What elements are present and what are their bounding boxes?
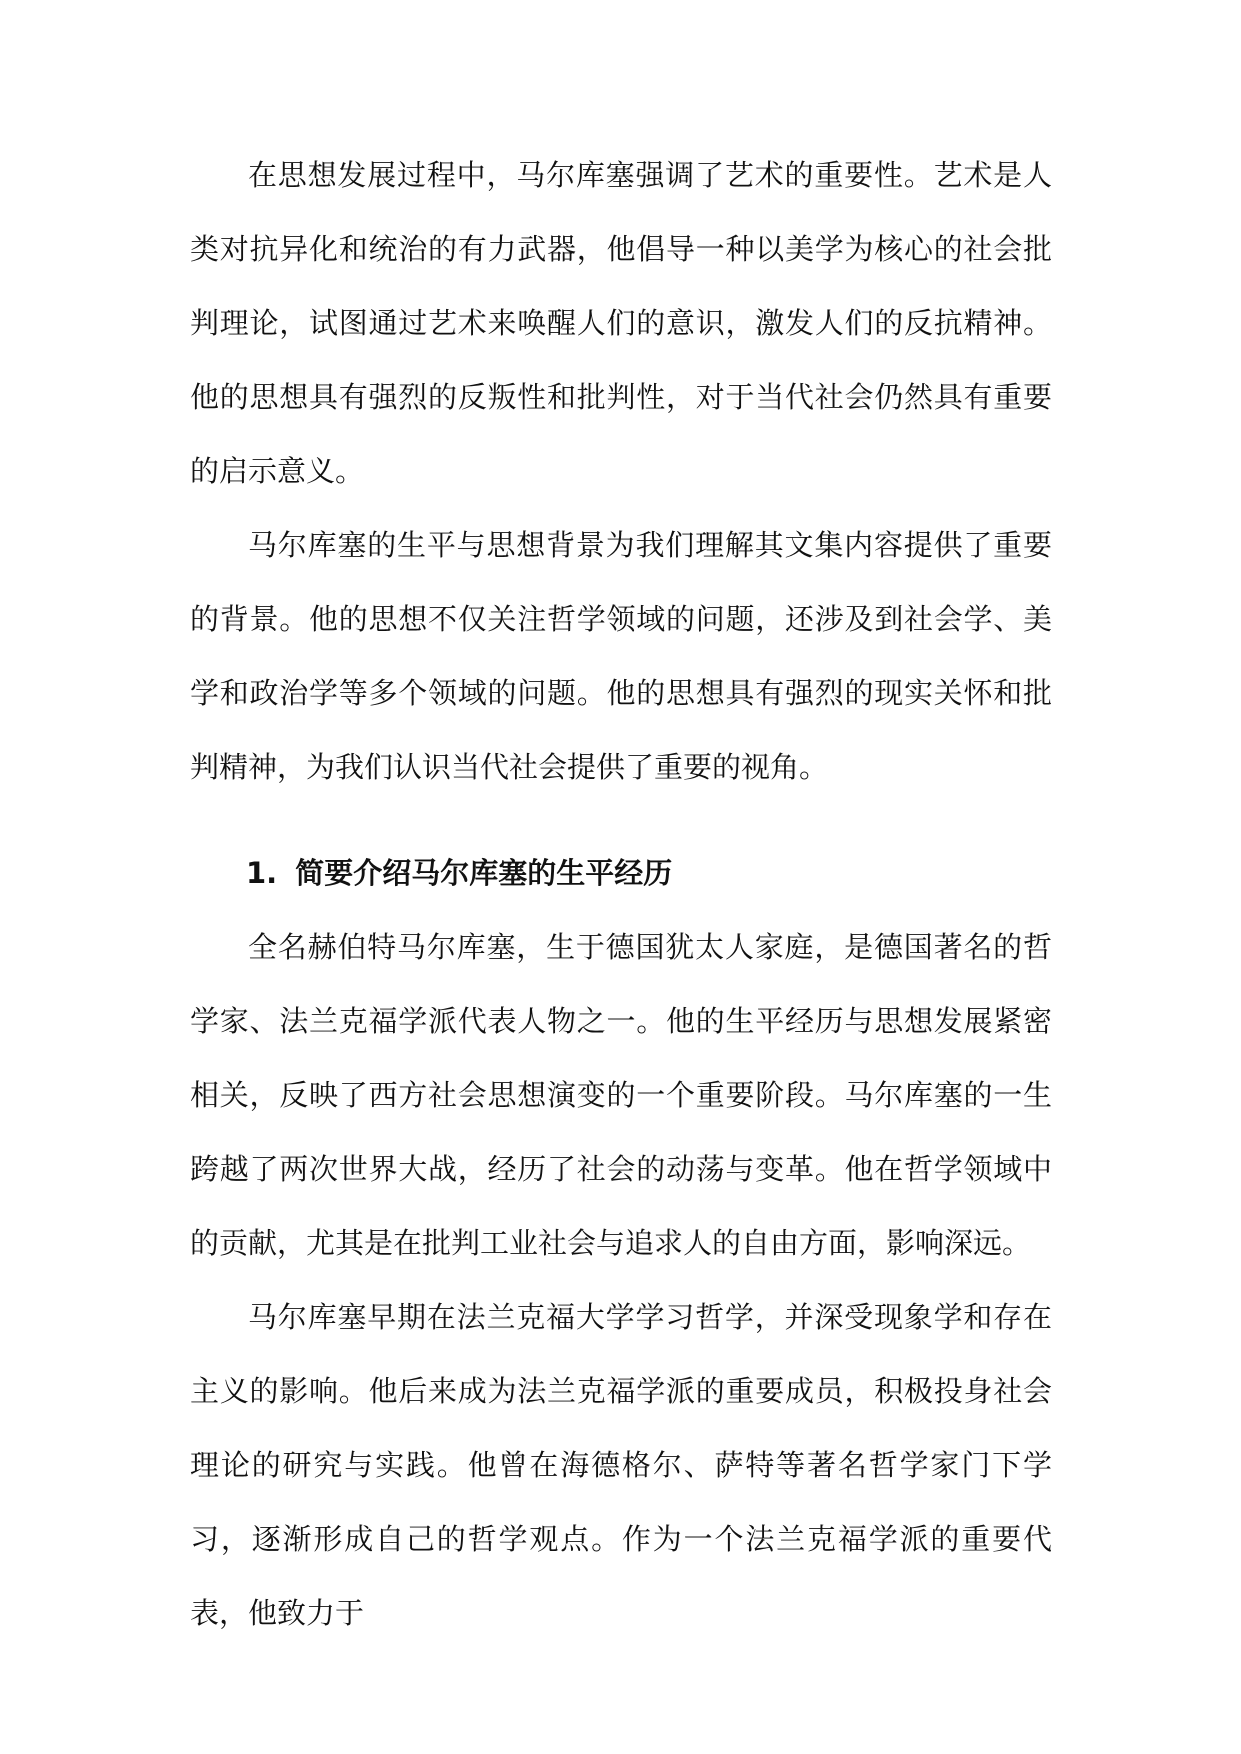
section-heading (190, 836, 1052, 910)
section-title: 简要介绍马尔库塞的生平经历 (295, 856, 673, 890)
paragraph-early-study: 马尔库塞早期在法兰克福大学学习哲学，并深受现象学和存在主义的影响。他后来成为法兰克福学派的重要成员，积极投身社会理论的研究与实践。他曾在海德格尔、萨特等著名哲学家门下学习，逐渐形成自己的哲学观点。作为一个法兰克福学派的重要代表，他致力于 (190, 1300, 1052, 1630)
paragraph-biography: 全名赫伯特马尔库塞，生于德国犹太人家庭，是德国著名的哲学家、法兰克福学派代表人物之一。他的生平经历与思想发展紧密相关，反映了西方社会思想演变的一个重要阶段。马尔库塞的一生跨越了两次世界大战，经历了社会的动荡与变革。他在哲学领域中的贡献，尤其是在批判工业社会与追求人的自由方面，影响深远。 (190, 930, 1052, 1260)
document-body (190, 138, 1052, 1650)
section-number: 1. (246, 856, 278, 890)
paragraph-background: 马尔库塞的生平与思想背景为我们理解其文集内容提供了重要的背景。他的思想不仅关注哲学领域的问题，还涉及到社会学、美学和政治学等多个领域的问题。他的思想具有强烈的现实关怀和批判精神，为我们认识当代社会提供了重要的视角。 (190, 528, 1052, 784)
paragraph-art-importance: 在思想发展过程中，马尔库塞强调了艺术的重要性。艺术是人类对抗异化和统治的有力武器，他倡导一种以美学为核心的社会批判理论，试图通过艺术来唤醒人们的意识，激发人们的反抗精神。他的思想具有强烈的反叛性和批判性，对于当代社会仍然具有重要的启示意义。 (190, 158, 1052, 488)
